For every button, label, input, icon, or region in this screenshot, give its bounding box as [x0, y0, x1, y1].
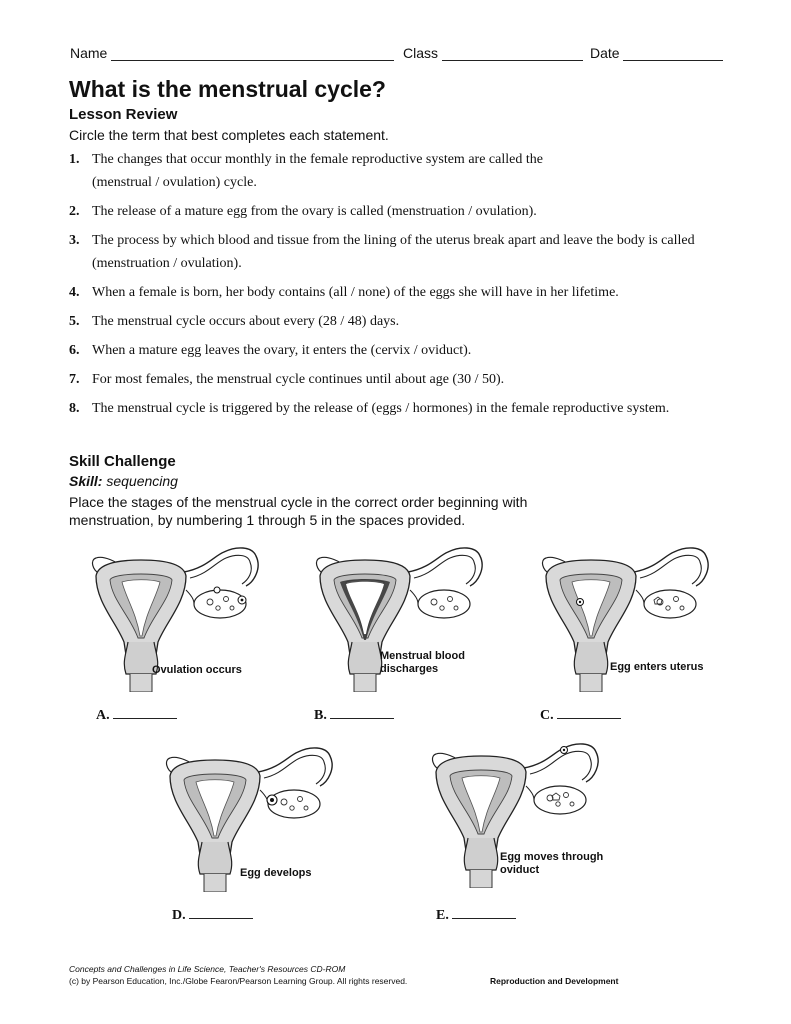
diagram-c — [536, 542, 726, 692]
footer-copyright: (c) by Pearson Education, Inc./Globe Fearon/Pearson Learning Group. All rights reserved. — [69, 976, 408, 986]
question-text: For most females, the menstrual cycle continues until about age (30 / 50). — [92, 372, 505, 387]
question-number: 7. — [69, 372, 80, 387]
skill-challenge-instruction: Place the stages of the menstrual cycle in the correct order beginning with menstruation, by numbering 1 through 5 in the spaces provided. — [69, 494, 528, 528]
answer-d — [172, 906, 253, 924]
question-item — [69, 200, 729, 223]
student-info-row — [70, 45, 722, 65]
date-blank[interactable] — [623, 46, 723, 61]
diagram-e — [426, 738, 616, 888]
question-text: The menstrual cycle occurs about every (28 / 48) days. — [92, 314, 400, 329]
diagram-caption: Menstrual blood discharges — [380, 650, 465, 675]
class-blank[interactable] — [442, 46, 583, 61]
name-field[interactable] — [70, 45, 394, 61]
question-item — [69, 281, 729, 304]
class-label: Class — [403, 45, 439, 61]
answer-blank[interactable] — [189, 906, 253, 919]
answer-letter: D. — [172, 908, 186, 923]
answer-letter: C. — [540, 708, 554, 723]
skill-label — [69, 473, 178, 489]
question-item — [69, 229, 729, 275]
question-item — [69, 310, 729, 333]
diagram-a — [86, 542, 276, 692]
class-field[interactable] — [403, 45, 583, 61]
question-item — [69, 148, 729, 194]
question-number: 4. — [69, 285, 80, 300]
answer-a — [96, 706, 177, 724]
name-blank[interactable] — [111, 46, 394, 61]
question-text: The menstrual cycle is triggered by the release of (eggs / hormones) in the female reproductive system. — [92, 401, 670, 416]
diagram-caption: Egg moves through oviduct — [500, 851, 604, 876]
name-label: Name — [70, 45, 108, 61]
answer-letter: B. — [314, 708, 327, 723]
diagram-caption: Egg develops — [240, 867, 312, 879]
lesson-review-instruction: Circle the term that best completes each statement. — [69, 127, 389, 143]
page-title: What is the menstrual cycle? — [69, 76, 386, 102]
question-number: 3. — [69, 233, 80, 248]
footer-unit: Reproduction and Development — [490, 976, 619, 986]
answer-blank[interactable] — [330, 706, 394, 719]
question-number: 8. — [69, 401, 80, 416]
skill-label-prefix: Skill: — [69, 473, 103, 489]
diagram-b — [310, 542, 500, 692]
question-text: When a female is born, her body contains (all / none) of the eggs she will have in her lifetime. — [92, 285, 619, 300]
date-label: Date — [590, 45, 620, 61]
question-text: When a mature egg leaves the ovary, it enters the (cervix / oviduct). — [92, 343, 472, 358]
answer-blank[interactable] — [557, 706, 621, 719]
question-number: 1. — [69, 152, 80, 167]
question-number: 5. — [69, 314, 80, 329]
question-number: 6. — [69, 343, 80, 358]
answer-c — [540, 706, 621, 724]
skill-name: sequencing — [106, 473, 178, 489]
question-text: The process by which blood and tissue from the lining of the uterus break apart and leave the body is called (menstruation / ovulation). — [92, 233, 695, 271]
date-field[interactable] — [590, 45, 723, 61]
lesson-review-heading: Lesson Review — [69, 106, 178, 123]
answer-blank[interactable] — [113, 706, 177, 719]
question-item — [69, 397, 729, 420]
answer-letter: E. — [436, 908, 449, 923]
diagram-caption: Egg enters uterus — [610, 661, 704, 673]
answer-blank[interactable] — [452, 906, 516, 919]
skill-challenge-heading: Skill Challenge — [69, 453, 176, 470]
answer-e — [436, 906, 516, 924]
diagram-caption: Ovulation occurs — [152, 664, 242, 676]
footer-source: Concepts and Challenges in Life Science, Teacher's Resources CD-ROM — [69, 964, 346, 974]
answer-letter: A. — [96, 708, 110, 723]
diagram-d — [160, 742, 350, 892]
question-number: 2. — [69, 204, 80, 219]
question-item — [69, 368, 729, 391]
answer-b — [314, 706, 394, 724]
question-text: The changes that occur monthly in the female reproductive system are called the (menstrual / ovulation) cycle. — [92, 152, 543, 190]
question-item — [69, 339, 729, 362]
question-text: The release of a mature egg from the ovary is called (menstruation / ovulation). — [92, 204, 537, 219]
